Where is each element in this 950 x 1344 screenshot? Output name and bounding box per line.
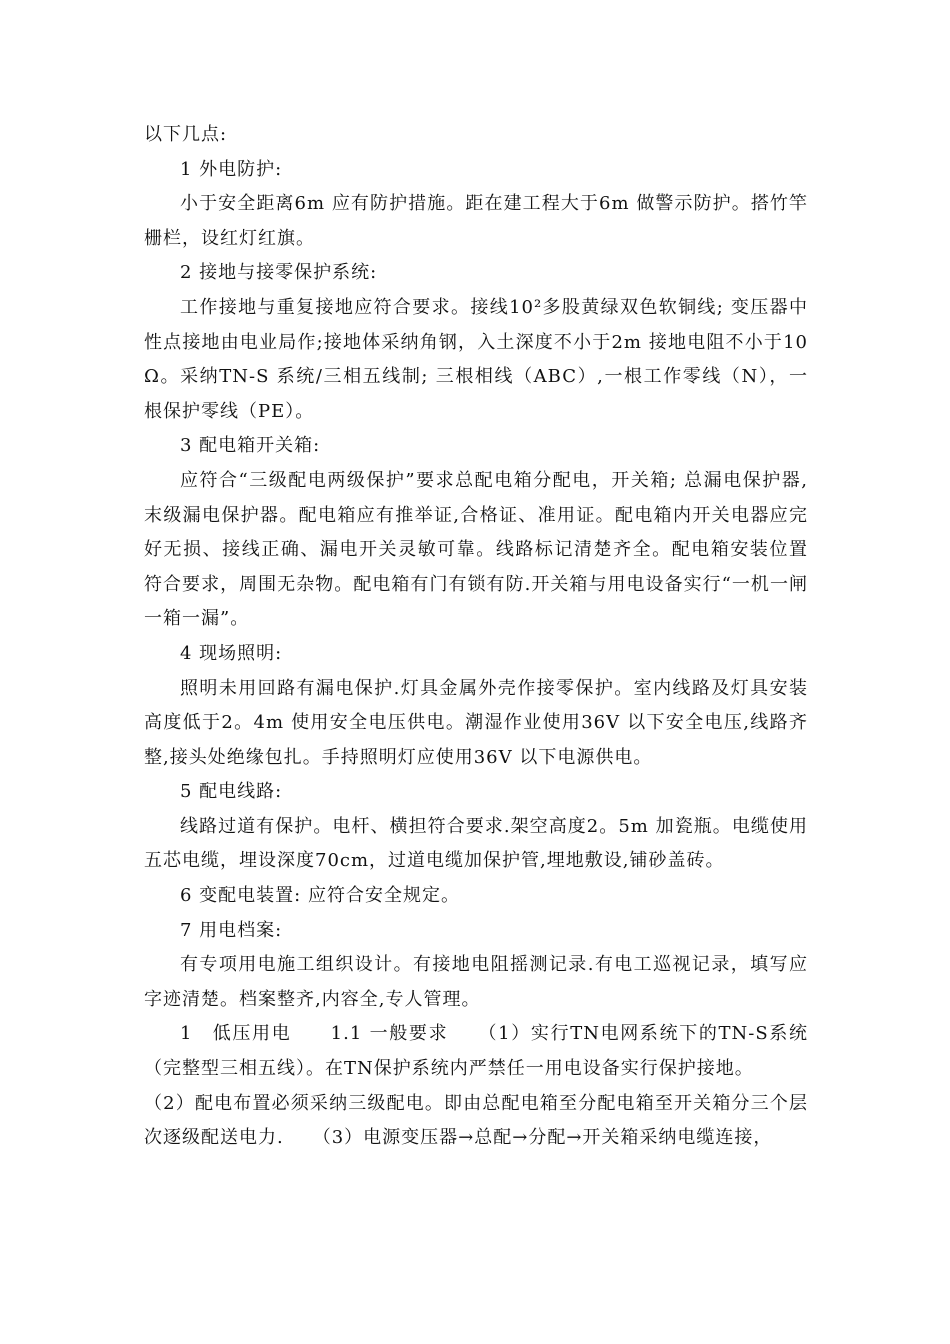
- heading-substation-equipment: 6 变配电装置: 应符合安全规定。: [180, 885, 460, 907]
- paragraph-intro: 以下几点:: [144, 124, 228, 145]
- heading-external-power-protection: 1 外电防护:: [180, 158, 283, 180]
- heading-grounding-system: 2 接地与接零保护系统:: [180, 262, 378, 284]
- paragraph-distribution-box: 应符合“三级配电两级保护”要求总配电箱分配电，开关箱; 总漏电保护器,末级漏电保护器。配电箱应有推举证,合格证、准用证。配电箱内开关电器应完好无损、接线正确、漏电开关灵敏可靠。线路标记清楚齐全。配电箱安装位置符合要求，周围无杂物。配电箱有门有锁有防.开关箱与用电设备实行“一机一闸一箱一漏”。: [144, 469, 808, 630]
- paragraph-distribution-lines: 线路过道有保护。电杆、横担符合要求.架空高度2。5m 加瓷瓶。电缆使用五芯电缆，埋设深度70cm，过道电缆加保护管,埋地敷设,铺砂盖砖。: [144, 815, 808, 872]
- heading-power-records: 7 用电档案:: [180, 919, 283, 941]
- heading-site-lighting: 4 现场照明:: [180, 642, 283, 664]
- paragraph-site-lighting: 照明未用回路有漏电保护.灯具金属外壳作接零保护。室内线路及灯具安装高度低于2。4m 使用安全电压供电。潮湿作业使用36V 以下安全电压,线路齐整,接头处绝缘包扎。手持照明灯应使用36V 以下电源供电。: [144, 677, 808, 768]
- heading-distribution-lines: 5 配电线路:: [180, 781, 283, 803]
- paragraph-grounding-system: 工作接地与重复接地应符合要求。接线10²多股黄绿双色软铜线; 变压器中性点接地由电业局作;接地体采纳角钢，入土深度不小于2m 接地电阻不小于10Ω。采纳TN-S 系统/三相五线制; 三根相线（ABC）,一根工作零线（N），一根保护零线（PE）。: [144, 296, 808, 422]
- paragraph-power-records: 有专项用电施工组织设计。有接地电阻摇测记录.有电工巡视记录，填写应字迹清楚。档案整齐,内容全,专人管理。: [144, 954, 808, 1010]
- heading-distribution-box: 3 配电箱开关箱:: [180, 435, 321, 457]
- document-body: [144, 118, 808, 1156]
- paragraph-low-voltage-general: 1 低压用电 1.1 一般要求 （1）实行TN电网系统下的TN-S系统（完整型三相五线）。在TN保护系统内严禁任一用电设备实行保护接地。: [144, 1023, 808, 1080]
- paragraph-three-level-distribution: （2）配电布置必须采纳三级配电。即由总配电箱至分配电箱至开关箱分三个层次逐级配送电力. （3）电源变压器→总配→分配→开关箱采纳电缆连接，: [144, 1092, 808, 1149]
- paragraph-external-power-protection: 小于安全距离6m 应有防护措施。距在建工程大于6m 做警示防护。搭竹竿栅栏，设红灯红旗。: [144, 193, 808, 249]
